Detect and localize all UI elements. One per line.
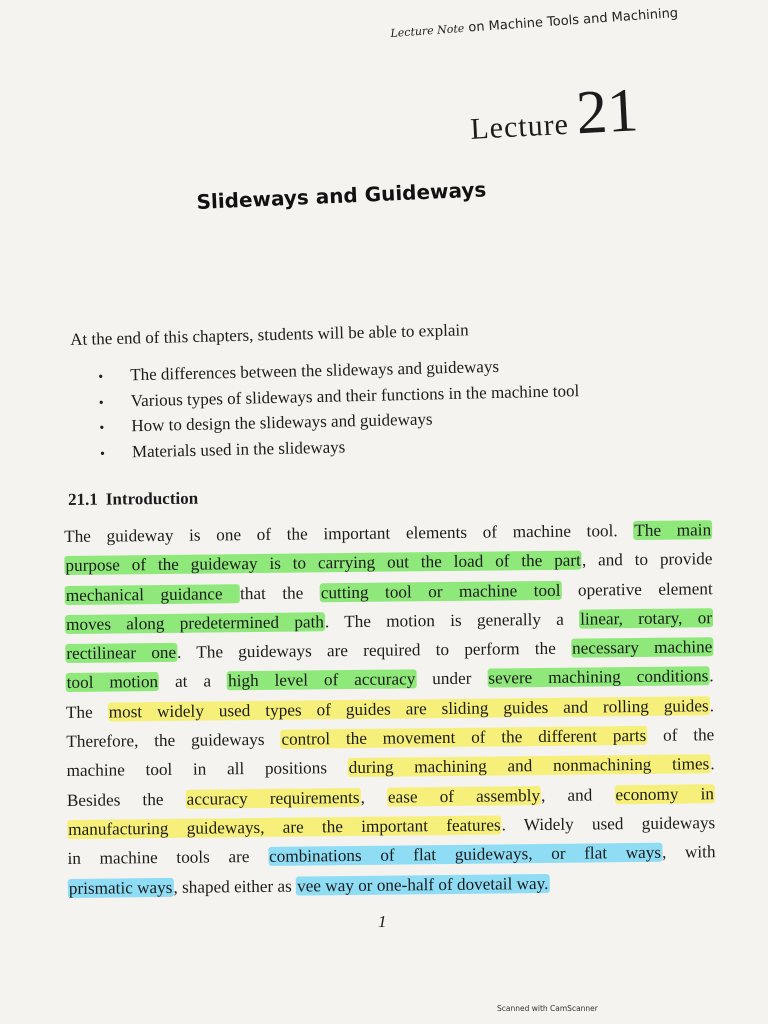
paragraph-text: The guideway is one of the important elements of machine tool. [64, 521, 634, 546]
yellow-highlighted-text: manufacturing guideways, are the important features [68, 815, 501, 839]
green-highlighted-text: mechanical guidance [65, 583, 240, 605]
paragraph-text: . The motion is generally a [324, 609, 580, 632]
paragraph-text: The [65, 702, 108, 722]
yellow-highlighted-text: ease of assembly [387, 785, 541, 807]
paragraph-text: . The guideways are required to perform the [176, 638, 572, 663]
paragraph-text: , and to provide [581, 549, 713, 570]
paragraph-text: Besides the [66, 789, 186, 810]
objective-text: Materials used in the slideways [131, 436, 346, 461]
yellow-highlighted-text: economy in [615, 783, 714, 804]
paragraph-text: machine tool in all positions [66, 758, 348, 781]
paragraph-text: . [709, 695, 715, 716]
bullet-icon: • [98, 369, 104, 385]
lecture-heading [468, 75, 640, 155]
yellow-highlighted-text: accuracy requirements [186, 787, 360, 809]
green-highlighted-text: rectilinear one [66, 643, 177, 664]
section-number: 21.1 [68, 489, 98, 509]
paragraph-text: Therefore, the guideways [66, 729, 281, 752]
bullet-icon: • [99, 446, 106, 462]
scanner-watermark: Scanned with CamScanner [497, 1004, 598, 1013]
yellow-highlighted-text: most widely used types of guides are sliding guides and rolling guides [108, 696, 709, 722]
paragraph-text: in machine tools are [67, 847, 269, 869]
objective-text: Various types of slideways and their functions in the machine tool [130, 380, 580, 410]
green-highlighted-text: moves along predetermined path [65, 612, 324, 634]
running-header-italic: Lecture Note [390, 21, 465, 40]
paragraph-line [68, 867, 716, 903]
section-title: Introduction [105, 488, 199, 509]
yellow-highlighted-text: during machining and nonmachining times [348, 754, 710, 778]
green-highlighted-text: necessary machine [571, 637, 713, 658]
blue-highlighted-text: prismatic ways [68, 877, 173, 898]
paragraph-text: . [710, 754, 715, 774]
lecture-number: 21 [574, 76, 640, 148]
paragraph-text: , [360, 787, 388, 807]
paragraph-text: , with [661, 842, 716, 863]
paragraph-text: . Widely used guideways [501, 813, 716, 835]
running-header [390, 6, 679, 41]
paragraph-text: of the [647, 725, 715, 745]
objectives-list [98, 355, 581, 468]
introduction-paragraph [64, 515, 716, 903]
green-highlighted-text: linear, rotary, or [580, 608, 713, 629]
section-heading [68, 489, 198, 510]
paragraph-text: at a [159, 671, 228, 692]
yellow-highlighted-text: control the movement of the different parts [281, 725, 647, 749]
paragraph-text: , shaped either as [173, 876, 297, 897]
green-highlighted-text: The main [634, 520, 712, 541]
paragraph-text: operative element [561, 578, 713, 600]
green-highlighted-text: purpose of the guideway is to carrying out the load of the part [65, 550, 581, 576]
objectives-intro: At the end of this chapters, students will be able to explain [70, 320, 469, 349]
lecture-word: Lecture [469, 107, 570, 146]
blue-highlighted-text: vee way or one-half of dovetail way. [296, 873, 549, 896]
chapter-title: Slideways and Guideways [196, 177, 487, 214]
page-number: 1 [378, 912, 387, 931]
green-highlighted-text: severe machining conditions [488, 666, 709, 689]
blue-highlighted-text: combinations of flat guideways, or flat ways [268, 843, 662, 867]
green-highlighted-text: cutting tool or machine tool [320, 580, 561, 602]
paragraph-text: . [709, 666, 714, 686]
running-header-rest: on Machine Tools and Machining [467, 5, 679, 36]
objective-text: The differences between the slideways and guideways [129, 356, 500, 385]
objective-text: How to design the slideways and guideways [131, 409, 433, 436]
green-highlighted-text: tool motion [66, 672, 159, 693]
bullet-icon: • [98, 395, 104, 411]
paragraph-text: , and [540, 784, 615, 805]
bullet-icon: • [99, 420, 105, 436]
green-highlighted-text: high level of accuracy [227, 669, 416, 691]
paragraph-text: under [416, 669, 488, 689]
paragraph-text: that the [239, 582, 320, 603]
